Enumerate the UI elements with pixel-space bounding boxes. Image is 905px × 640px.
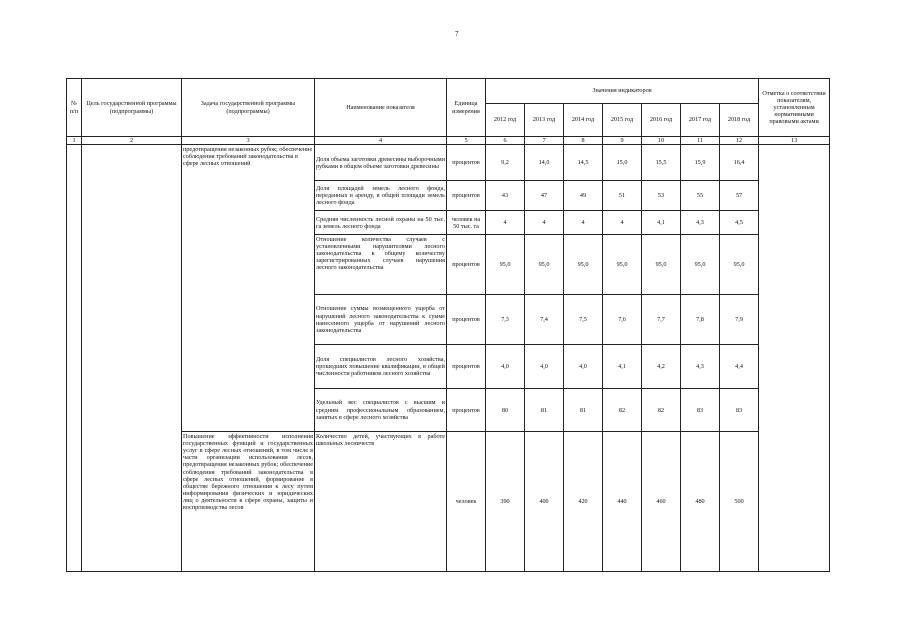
goal-cell (82, 145, 182, 572)
header-year: 2016 год (642, 104, 681, 137)
column-number: 6 (486, 137, 525, 145)
value-cell: 390 (486, 432, 525, 572)
value-cell: 7,9 (720, 295, 759, 345)
value-cell: 57 (720, 181, 759, 211)
column-number: 4 (315, 137, 447, 145)
value-cell: 95,0 (642, 235, 681, 295)
value-cell: 55 (681, 181, 720, 211)
value-cell: 47 (525, 181, 564, 211)
value-cell: 4 (603, 211, 642, 235)
value-cell: 7,4 (525, 295, 564, 345)
value-cell: 43 (486, 181, 525, 211)
value-cell: 14,0 (525, 145, 564, 181)
value-cell: 460 (642, 432, 681, 572)
value-cell: 440 (603, 432, 642, 572)
header-year: 2018 год (720, 104, 759, 137)
indicator-name: Отношение количества случаев с установленными нарушителями лесного законодательства к общему количеству зарегистрированных случаев нарушения лесного законодательства (315, 235, 447, 295)
indicator-name: Количество детей, участвующих в работе школьных лесничеств (315, 432, 447, 572)
header-task: Задача государственной программы (подпрограммы) (182, 79, 315, 137)
indicator-name: Отношение суммы возмещенного ущерба от нарушений лесного законодательства к сумме нанесенного ущерба от нарушений лесного законодательства (315, 295, 447, 345)
value-cell: 51 (603, 181, 642, 211)
value-cell: 7,6 (603, 295, 642, 345)
indicator-name: Удельный вес специалистов с высшим и средним профессиональным образованием, занятых в сфере лесного хозяйства (315, 389, 447, 432)
value-cell: 49 (564, 181, 603, 211)
value-cell: 15,0 (603, 145, 642, 181)
value-cell: 4,5 (720, 211, 759, 235)
header-values-group: Значения индикаторов (486, 79, 759, 104)
indicator-unit: процентов (447, 389, 486, 432)
value-cell: 83 (681, 389, 720, 432)
value-cell: 4,0 (486, 345, 525, 389)
value-cell: 4,0 (564, 345, 603, 389)
header-year: 2017 год (681, 104, 720, 137)
indicator-unit: процентов (447, 345, 486, 389)
value-cell: 82 (642, 389, 681, 432)
value-cell: 7,7 (642, 295, 681, 345)
indicator-unit: человек на 50 тыс. га (447, 211, 486, 235)
num-cell (67, 145, 82, 572)
value-cell: 80 (486, 389, 525, 432)
column-number: 9 (603, 137, 642, 145)
header-year: 2012 год (486, 104, 525, 137)
value-cell: 15,5 (642, 145, 681, 181)
value-cell: 500 (720, 432, 759, 572)
value-cell: 95,0 (486, 235, 525, 295)
indicator-name: Доля специалистов лесного хозяйства, прошедших повышение квалификации, в общей численности работников лесного хозяйства (315, 345, 447, 389)
value-cell: 81 (564, 389, 603, 432)
value-cell: 480 (681, 432, 720, 572)
value-cell: 7,8 (681, 295, 720, 345)
header-indicator-name: Наименование показателя (315, 79, 447, 137)
compliance-cell (759, 145, 830, 572)
value-cell: 4,3 (681, 211, 720, 235)
value-cell: 4,0 (525, 345, 564, 389)
value-cell: 16,4 (720, 145, 759, 181)
value-cell: 95,0 (564, 235, 603, 295)
task-cell: Повышение эффективности исполнения государственных функций и государственных услуг в сфере лесных отношений, в том числе в части организации использования лесов, предотвращения незаконных рубок; обеспечение соблюдения требований законодательства в сфере лесных отношений, формирование в обществе бережного отношения к лесу путем информирования физических и юридических лиц о деятельности в сфере охраны, защиты и воспроизводства лесов (182, 432, 315, 572)
value-cell: 4 (564, 211, 603, 235)
indicator-unit: человек (447, 432, 486, 572)
header-goal: Цель государственной программы (подпрограммы) (82, 79, 182, 137)
value-cell: 95,0 (681, 235, 720, 295)
value-cell: 4,4 (720, 345, 759, 389)
value-cell: 4,3 (681, 345, 720, 389)
header-compliance: Отметка о соответствии показателям, установленным нормативными правовыми актами (759, 79, 830, 137)
column-number: 3 (182, 137, 315, 145)
task-cell: предотвращения незаконных рубок; обеспечение соблюдения требований законодательства в сфере лесных отношений (182, 145, 315, 432)
value-cell: 14,5 (564, 145, 603, 181)
value-cell: 53 (642, 181, 681, 211)
indicator-unit: процентов (447, 235, 486, 295)
column-number: 12 (720, 137, 759, 145)
indicators-table (66, 78, 830, 572)
value-cell: 15,9 (681, 145, 720, 181)
value-cell: 82 (603, 389, 642, 432)
column-number: 10 (642, 137, 681, 145)
header-row-1 (67, 79, 830, 104)
value-cell: 4,1 (603, 345, 642, 389)
indicator-unit: процентов (447, 295, 486, 345)
indicator-name: Доля площадей земель лесного фонда, переданных в аренду, в общей площади земель лесного фонда (315, 181, 447, 211)
header-year: 2015 год (603, 104, 642, 137)
indicator-unit: процентов (447, 145, 486, 181)
header-unit: Единица измерения (447, 79, 486, 137)
table-row (67, 432, 830, 572)
header-year: 2013 год (525, 104, 564, 137)
value-cell: 4,1 (642, 211, 681, 235)
column-number: 2 (82, 137, 182, 145)
page-number: 7 (455, 30, 459, 38)
value-cell: 9,2 (486, 145, 525, 181)
value-cell: 95,0 (525, 235, 564, 295)
value-cell: 420 (564, 432, 603, 572)
column-number: 5 (447, 137, 486, 145)
value-cell: 81 (525, 389, 564, 432)
value-cell: 7,3 (486, 295, 525, 345)
column-number: 11 (681, 137, 720, 145)
column-number: 1 (67, 137, 82, 145)
column-number: 7 (525, 137, 564, 145)
value-cell: 4 (486, 211, 525, 235)
indicator-name: Средняя численность лесной охраны на 50 тыс. га земель лесного фонда (315, 211, 447, 235)
value-cell: 95,0 (603, 235, 642, 295)
column-number: 8 (564, 137, 603, 145)
column-number: 13 (759, 137, 830, 145)
value-cell: 4,2 (642, 345, 681, 389)
value-cell: 83 (720, 389, 759, 432)
indicator-unit: процентов (447, 181, 486, 211)
column-number-row (67, 137, 830, 145)
table-row (67, 145, 830, 181)
value-cell: 7,5 (564, 295, 603, 345)
value-cell: 4 (525, 211, 564, 235)
header-num: № п/п (67, 79, 82, 137)
value-cell: 95,0 (720, 235, 759, 295)
value-cell: 400 (525, 432, 564, 572)
indicator-name: Доля объема заготовки древесины выборочными рубками в общем объеме заготовки древесины (315, 145, 447, 181)
header-year: 2014 год (564, 104, 603, 137)
